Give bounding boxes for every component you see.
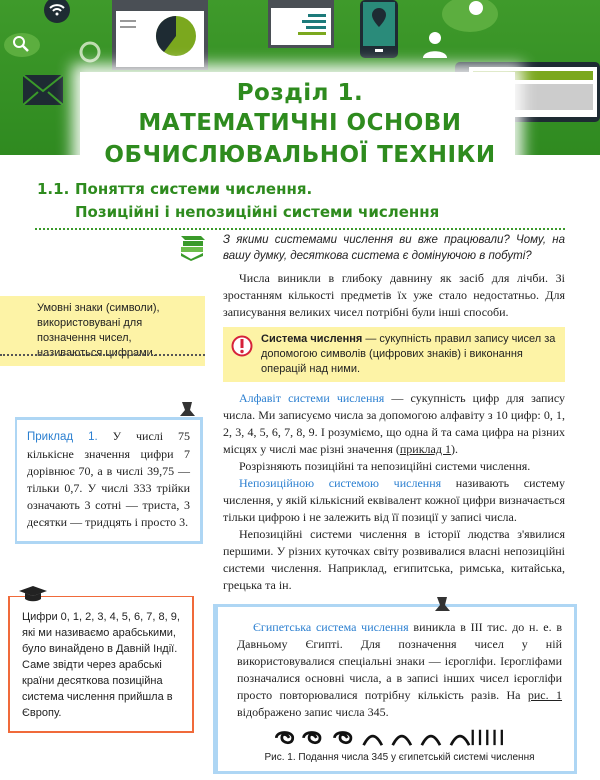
bar-chart-window-icon xyxy=(268,0,334,48)
pie-chart-window-icon xyxy=(112,0,208,70)
chat-cloud-icon xyxy=(440,0,500,38)
intro-paragraph: Числа виникли в глибоку давнину як засіб для лічби. Зі зростанням кількості предметів їх уже стало недостатньо. Для записування великих чисел потрібні були інші способи. xyxy=(223,271,565,319)
nonpositional-term: Непозиційною системою числення xyxy=(239,476,442,490)
pushpin-icon xyxy=(178,400,198,420)
egypt-text-end: відображено запис числа 345. xyxy=(237,705,389,719)
side-note-text: Умовні знаки (символи), використовувані для позначення чисел, називаються цифрами. xyxy=(37,302,160,359)
pinterest-icon xyxy=(78,40,102,64)
example-label: Приклад 1. xyxy=(27,431,98,443)
alphabet-text-end: ). xyxy=(450,442,458,456)
figure-1-caption: Рис. 1. Подання числа 345 у єгипетській системі числення xyxy=(264,752,535,763)
figure-1-link[interactable]: рис. 1 xyxy=(527,688,563,702)
arabic-note-box xyxy=(8,596,194,733)
wifi-icon xyxy=(42,0,72,25)
main-column xyxy=(223,232,565,774)
section-number: 1.1. xyxy=(37,180,70,198)
nonpositional-paragraph xyxy=(223,475,565,526)
alphabet-paragraph xyxy=(223,390,565,458)
egypt-box xyxy=(213,604,577,774)
nonpositional-text: називають систему числення, у якій кількісний еквівалент кожної цифри визначається тільки цифрою і не залежить від її позиції у записі числа. xyxy=(223,476,565,524)
exclamation-icon xyxy=(231,335,253,357)
alphabet-text: — сукупність цифр для запису числа. Ми записуємо числа за допомогою алфавіту з 10 цифр: 0, 1, 2, 3, 4, 5, 6, 7, 8, 9. І розуміємо, що одна й та сама цифра на різних місцях у числі має різні значення ( xyxy=(223,391,566,456)
history-paragraph: Непозиційні системи числення в історії людства з'явилися першими. У різних куточках світу розвивалися власні непозиційні системи числення. Наприклад, египитська, римська, китайська, грецька та ін. xyxy=(223,527,565,592)
chapter-title-line1: МАТЕМАТИЧНІ ОСНОВИ xyxy=(138,110,462,136)
egypt-term: Єгипетська система числення xyxy=(253,620,409,634)
search-cloud-icon xyxy=(2,28,42,58)
side-note-divider xyxy=(0,354,205,356)
books-icon xyxy=(178,232,208,262)
alphabet-term: Алфавіт системи числення xyxy=(239,391,385,405)
egyptian-hieroglyphs-345 xyxy=(270,727,530,747)
definition-text xyxy=(261,332,557,377)
intro-question: З якими системами числення ви вже працювали? Чому, на вашу думку, десяткова система є домінуючою в побуті? xyxy=(223,234,565,262)
section-title-line1: Поняття системи числення. xyxy=(75,180,313,198)
pushpin-icon xyxy=(433,595,453,615)
section-divider xyxy=(35,228,565,230)
intro-question-row xyxy=(178,232,565,264)
egypt-paragraph xyxy=(237,619,562,721)
example-body: У числі 75 кількісне значення цифри 7 дорівнює 70, а в числі 39,75 — тільки 0,7. У числі 333 трійки означають 3 сотні — триста, 3 десятки — тридцять і просто 3. xyxy=(27,429,190,529)
definition-term: Система числення xyxy=(261,333,363,345)
smartphone-location-icon xyxy=(360,0,398,58)
egypt-text: виникла в III тис. до н. е. в Давньому Єгипті. Для позначення чисел у ній використовувалися спеціальні знаки — ієрогліфи. Ієрогліфами позначалися основні числа, а в записі інших чисел ієрогліфи просто повторювалися потрібну кількість разів. На xyxy=(237,620,562,702)
chapter-number: Розділ 1. xyxy=(236,80,364,106)
example-box xyxy=(15,417,203,544)
chapter-title-line2: ОБЧИСЛЮВАЛЬНОЇ ТЕХНІКИ xyxy=(104,142,496,168)
definition-body: — сукупність правил запису чисел за допомогою символів (цифрових знаків) і виконання операцій над ними. xyxy=(261,333,556,375)
example-1-link[interactable]: приклад 1 xyxy=(399,442,451,456)
definition-box xyxy=(223,327,565,382)
graduation-cap-icon xyxy=(18,584,48,606)
distinguish-paragraph: Розрізняють позиційні та непозиційні системи числення. xyxy=(239,459,531,473)
arabic-note-text: Цифри 0, 1, 2, 3, 4, 5, 6, 7, 8, 9, які ми називаємо арабськими, було винайдено в Давній Індії. Саме звідти через арабські країни десяткова позиційна система числення прийшла в Європу. xyxy=(22,611,180,719)
section-title-line2: Позиційні і непозиційні системи числення xyxy=(75,203,440,221)
